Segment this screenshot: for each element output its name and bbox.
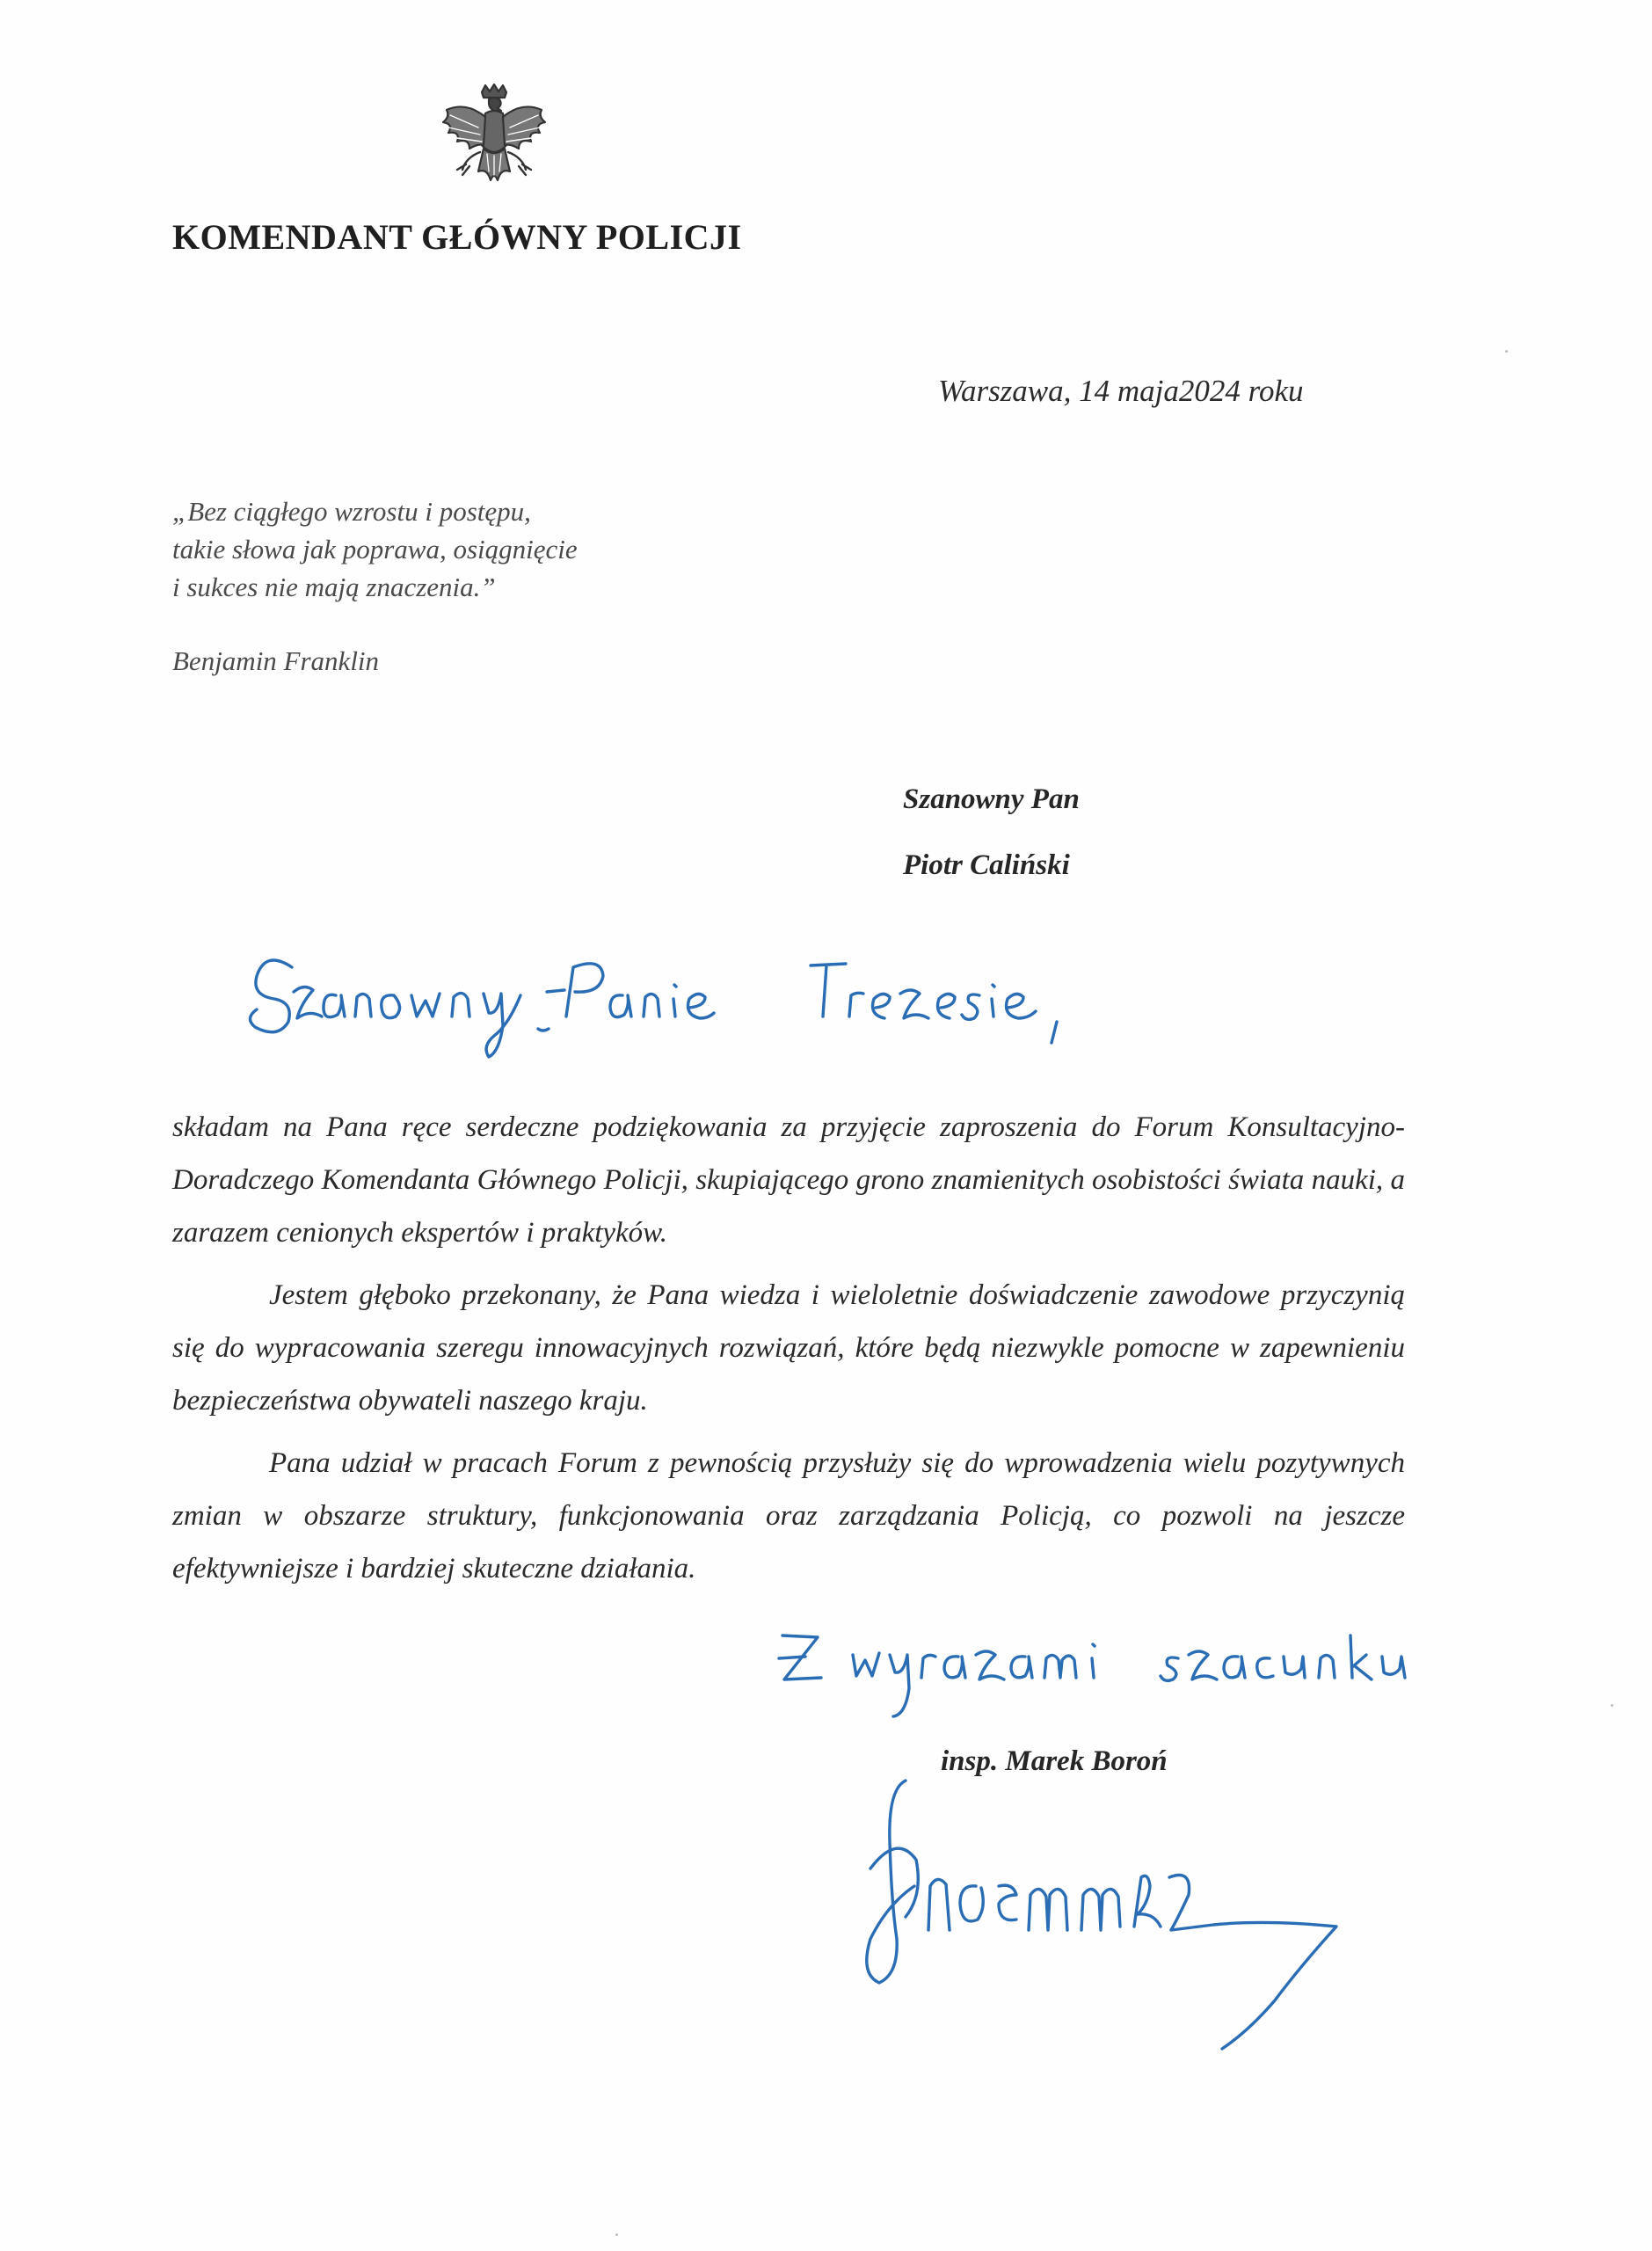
addressee-name: Piotr Caliński — [903, 849, 1070, 881]
paper-speck — [1611, 1704, 1613, 1707]
polish-eagle-emblem-icon — [431, 84, 558, 202]
quote-author: Benjamin Franklin — [172, 645, 380, 676]
letter-date: Warszawa, 14 maja2024 roku — [938, 374, 1304, 408]
body-paragraph: Pana udział w pracach Forum z pewnością przysłuży się do wprowadzenia wielu pozytywnych zmian w obszarze struktury, funkcjonowania oraz zarządzania Policją, co pozwoli na jeszcze efektywniejsze i bardziej skuteczne działania. — [172, 1447, 1405, 1584]
quote-line: „Bez ciągłego wzrostu i postępu, — [172, 496, 531, 527]
paper-speck — [1505, 350, 1508, 353]
letter-body — [172, 1101, 1405, 1605]
paper-speck — [615, 2233, 618, 2236]
quote-line: i sukces nie mają znaczenia.” — [172, 572, 496, 602]
handwritten-salutation — [239, 941, 1347, 1064]
handwritten-closing — [765, 1618, 1556, 1723]
epigraph-quote — [172, 492, 788, 606]
addressee-block — [903, 767, 1080, 899]
body-paragraph: składam na Pana ręce serdeczne podziękowania za przyjęcie zaproszenia do Forum Konsultacyjno-Doradczego Komendanta Głównego Policji, skupiającego grono znamienitych osobistości świata nauki, a zarazem cenionych ekspertów i praktyków. — [172, 1111, 1405, 1249]
handwritten-signature-icon — [844, 1763, 1389, 2053]
signer-name: insp. Marek Boroń — [941, 1745, 1168, 1777]
body-paragraph: Jestem głęboko przekonany, że Pana wiedza i wieloletnie doświadczenie zawodowe przyczynią się do wypracowania szeregu innowacyjnych rozwiązań, które będą niezwykle pomocne w zapewnieniu bezpieczeństwa obywateli naszego kraju. — [172, 1279, 1405, 1417]
addressee-salutation: Szanowny Pan — [903, 783, 1080, 815]
letterhead-title: KOMENDANT GŁÓWNY POLICJI — [172, 217, 742, 257]
quote-line: takie słowa jak poprawa, osiągnięcie — [172, 534, 578, 565]
